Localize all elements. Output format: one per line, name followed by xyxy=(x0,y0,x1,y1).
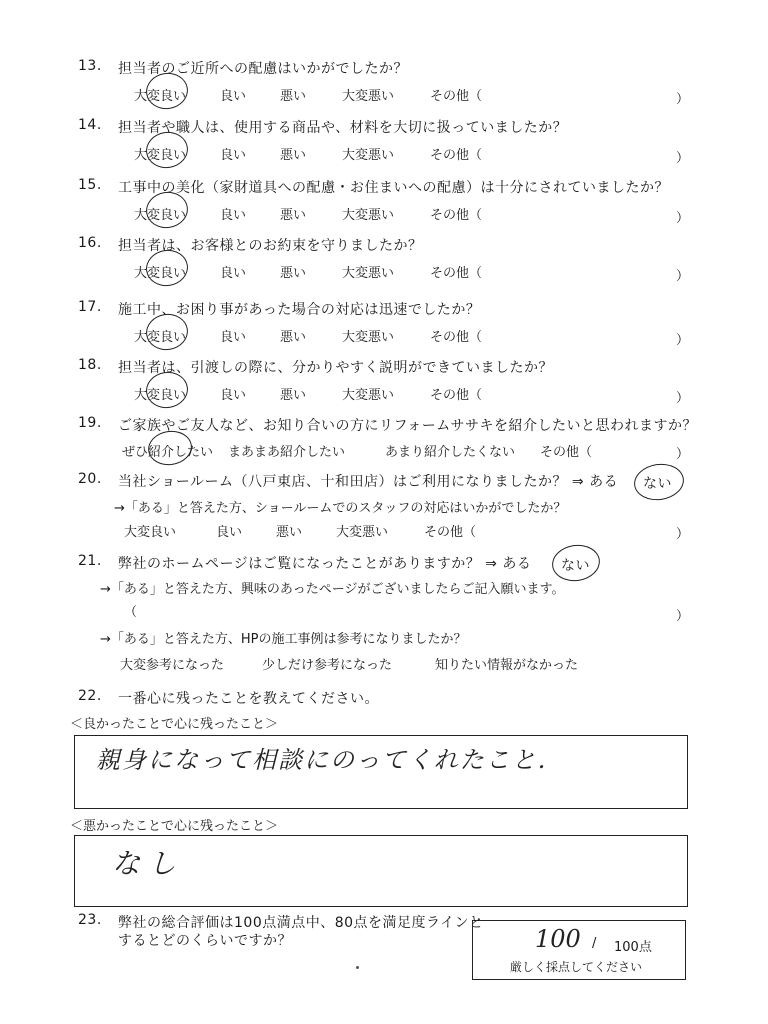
q19-option-2[interactable]: まあまあ紹介したい xyxy=(228,445,346,460)
q18-option-2[interactable]: 良い xyxy=(220,388,247,403)
q21-number: 21. xyxy=(78,553,102,569)
q20-option-3[interactable]: 悪い xyxy=(276,525,303,540)
q15-option-1[interactable]: 大変良い xyxy=(134,208,187,223)
q21-open-paren: （ xyxy=(124,605,138,620)
q20-number: 20. xyxy=(78,471,102,487)
q23-number: 23. xyxy=(78,912,102,928)
q21-text: 弊社のホームページはご覧になったことがありますか？ ⇒ ある xyxy=(118,556,532,572)
q14-option-3[interactable]: 悪い xyxy=(280,148,307,163)
q23-text-line2: するとどのくらいですか？ xyxy=(118,933,292,949)
q21-sub-question-2: →「ある」と答えた方、HPの施工事例は参考になりましたか？ xyxy=(100,632,467,647)
q16-option-1[interactable]: 大変良い xyxy=(134,266,187,281)
q15-option-5[interactable]: その他（ xyxy=(430,208,483,223)
q17-option-5[interactable]: その他（ xyxy=(430,330,483,345)
q19-number: 19. xyxy=(78,415,102,431)
score-note: 厳しく採点してください xyxy=(510,960,643,974)
q15-number: 15. xyxy=(78,177,102,193)
bad-memory-answer: なし xyxy=(112,847,185,880)
q18-option-3[interactable]: 悪い xyxy=(280,388,307,403)
scan-speck xyxy=(356,966,359,969)
q21-option-3[interactable]: 知りたい情報がなかった xyxy=(435,658,579,673)
q17-option-2[interactable]: 良い xyxy=(220,330,247,345)
q13-option-5[interactable]: その他（ xyxy=(430,89,483,104)
q20-option-4[interactable]: 大変悪い xyxy=(336,525,389,540)
q17-option-4[interactable]: 大変悪い xyxy=(342,330,395,345)
q22-text: 一番心に残ったことを教えてください。 xyxy=(118,691,379,707)
q16-option-3[interactable]: 悪い xyxy=(280,266,307,281)
q13-close-paren: ） xyxy=(676,92,690,107)
q18-number: 18. xyxy=(78,357,102,373)
q19-option-3[interactable]: あまり紹介したくない xyxy=(385,445,516,460)
q13-option-3[interactable]: 悪い xyxy=(280,89,307,104)
q20-answer-no[interactable]: ない xyxy=(643,476,672,492)
q15-text: 工事中の美化（家財道具への配慮・お住まいへの配慮）は十分にされていましたか？ xyxy=(118,180,669,196)
q13-number: 13. xyxy=(78,58,102,74)
q16-option-5[interactable]: その他（ xyxy=(430,266,483,281)
q15-option-3[interactable]: 悪い xyxy=(280,208,307,223)
q15-option-2[interactable]: 良い xyxy=(220,208,247,223)
q20-text: 当社ショールーム（八戸東店、十和田店）はご利用になりましたか？ ⇒ ある xyxy=(118,474,619,490)
q20-selected-circle xyxy=(632,461,687,504)
q13-option-2[interactable]: 良い xyxy=(220,89,247,104)
q21-answer-no[interactable]: ない xyxy=(561,558,590,574)
q16-option-2[interactable]: 良い xyxy=(220,266,247,281)
q16-option-4[interactable]: 大変悪い xyxy=(342,266,395,281)
q19-text: ご家族やご友人など、お知り合いの方にリフォームササキを紹介したいと思われますか？ xyxy=(118,418,698,434)
q16-text: 担当者は、お客様とのお約束を守りましたか？ xyxy=(118,238,423,254)
q14-option-2[interactable]: 良い xyxy=(220,148,247,163)
q15-option-4[interactable]: 大変悪い xyxy=(342,208,395,223)
q18-option-4[interactable]: 大変悪い xyxy=(342,388,395,403)
q20-option-1[interactable]: 大変良い xyxy=(124,525,177,540)
q21-sub-question-1: →「ある」と答えた方、興味のあったページがございましたらご記入願います。 xyxy=(100,582,565,597)
q13-option-4[interactable]: 大変悪い xyxy=(342,89,395,104)
q20-option-2[interactable]: 良い xyxy=(216,525,243,540)
q16-number: 16. xyxy=(78,235,102,251)
good-memory-answer: 親身になって相談にのってくれたこと. xyxy=(96,746,548,774)
good-memory-label: ＜良かったことで心に残ったこと＞ xyxy=(70,717,279,732)
q17-option-1[interactable]: 大変良い xyxy=(134,330,187,345)
q14-option-5[interactable]: その他（ xyxy=(430,148,483,163)
q18-option-5[interactable]: その他（ xyxy=(430,388,483,403)
q19-close-paren: ） xyxy=(676,447,690,462)
q13-option-1[interactable]: 大変良い xyxy=(134,89,187,104)
q19-option-4[interactable]: その他（ xyxy=(540,445,593,460)
q13-text: 担当者のご近所への配慮はいかがでしたか？ xyxy=(118,61,408,77)
q21-option-1[interactable]: 大変参考になった xyxy=(120,658,225,673)
q20-close-paren: ） xyxy=(676,527,690,542)
q14-option-4[interactable]: 大変悪い xyxy=(342,148,395,163)
q14-close-paren: ） xyxy=(676,151,690,166)
q17-text: 施工中、お困り事があった場合の対応は迅速でしたか？ xyxy=(118,302,481,318)
q14-text: 担当者や職人は、使用する商品や、材料を大切に扱っていましたか？ xyxy=(118,120,568,136)
q20-sub-question: →「ある」と答えた方、ショールームでのスタッフの対応はいかがでしたか？ xyxy=(114,501,567,516)
q21-close-paren: ） xyxy=(676,609,690,624)
q17-number: 17. xyxy=(78,299,102,315)
q16-close-paren: ） xyxy=(676,269,690,284)
q20-option-5[interactable]: その他（ xyxy=(424,525,477,540)
q18-option-1[interactable]: 大変良い xyxy=(134,388,187,403)
q17-option-3[interactable]: 悪い xyxy=(280,330,307,345)
score-max: 100点 xyxy=(614,940,652,955)
q18-close-paren: ） xyxy=(676,391,690,406)
q14-option-1[interactable]: 大変良い xyxy=(134,148,187,163)
q22-number: 22. xyxy=(78,688,102,704)
score-handwritten: 100 xyxy=(535,925,581,953)
q15-close-paren: ） xyxy=(676,211,690,226)
q19-option-1[interactable]: ぜひ紹介したい xyxy=(122,445,214,460)
q21-option-2[interactable]: 少しだけ参考になった xyxy=(262,658,393,673)
score-slash: / xyxy=(592,936,597,951)
q18-text: 担当者は、引渡しの際に、分かりやすく説明ができていましたか？ xyxy=(118,360,553,376)
bad-memory-label: ＜悪かったことで心に残ったこと＞ xyxy=(70,819,279,834)
q14-number: 14. xyxy=(78,117,102,133)
q23-text-line1: 弊社の総合評価は100点満点中、80点を満足度ラインと xyxy=(118,915,484,931)
q17-close-paren: ） xyxy=(676,333,690,348)
